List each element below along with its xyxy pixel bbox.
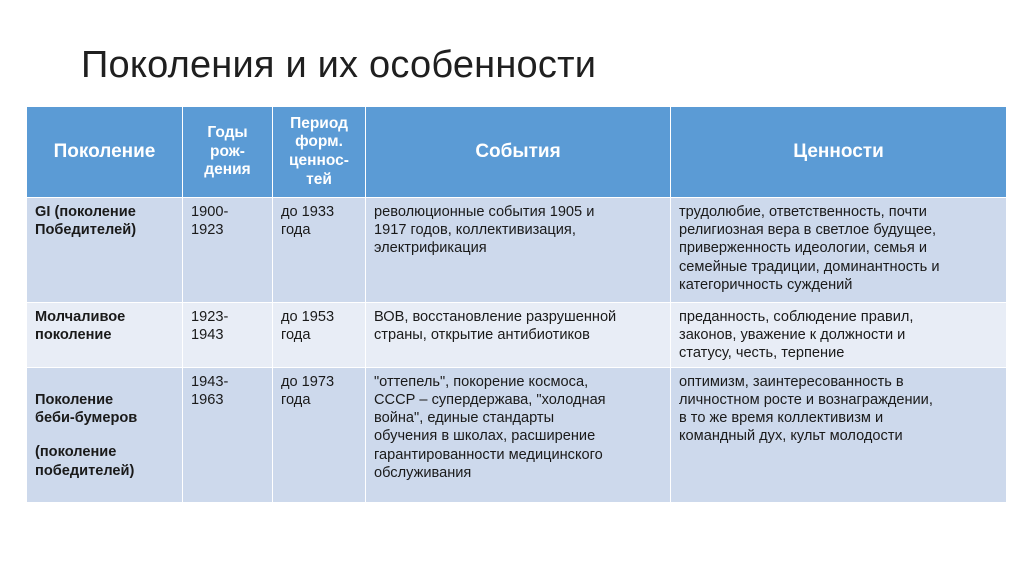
table-row	[27, 198, 1007, 303]
generation-name: Поколение беби-бумеров	[35, 391, 138, 427]
cell-events: "оттепель", покорение космоса, СССР – супердержава, "холодная война", единые стандарты обучения в школах, расширение гарантированности медицинского обслуживания	[366, 367, 671, 502]
cell-birth-years: 1943- 1963	[183, 367, 273, 502]
cell-birth-years: 1900- 1923	[183, 198, 273, 303]
slide-title: Поколения и их особенности	[81, 44, 597, 86]
cell-formation-period: до 1973 года	[273, 367, 366, 502]
header-events: События	[366, 107, 671, 198]
cell-generation: Молчаливое поколение	[27, 303, 183, 368]
cell-values: трудолюбие, ответственность, почти религиозная вера в светлое будущее, приверженность идеологии, семья и семейные традиции, доминантность и категоричность суждений	[671, 198, 1007, 303]
generation-alt-name: (поколение победителей)	[35, 444, 135, 479]
header-generation: Поколение	[27, 107, 183, 198]
table-row	[27, 303, 1007, 368]
cell-generation	[27, 367, 183, 502]
cell-formation-period: до 1953 года	[273, 303, 366, 368]
cell-generation: GI (поколение Победителей)	[27, 198, 183, 303]
cell-values: преданность, соблюдение правил, законов, уважение к должности и статусу, честь, терпение	[671, 303, 1007, 368]
header-formation-period: Период форм. ценнос- тей	[273, 107, 366, 198]
cell-birth-years: 1923- 1943	[183, 303, 273, 368]
cell-events: ВОВ, восстановление разрушенной страны, открытие антибиотиков	[366, 303, 671, 368]
cell-formation-period: до 1933 года	[273, 198, 366, 303]
header-birth-years: Годы рож- дения	[183, 107, 273, 198]
cell-events: революционные события 1905 и 1917 годов, коллективизация, электрификация	[366, 198, 671, 303]
header-values: Ценности	[671, 107, 1007, 198]
generations-table	[26, 106, 1007, 503]
cell-values: оптимизм, заинтересованность в личностном росте и вознаграждении, в то же время коллективизм и командный дух, культ молодости	[671, 367, 1007, 502]
table-header-row	[27, 107, 1007, 198]
table-row	[27, 367, 1007, 502]
